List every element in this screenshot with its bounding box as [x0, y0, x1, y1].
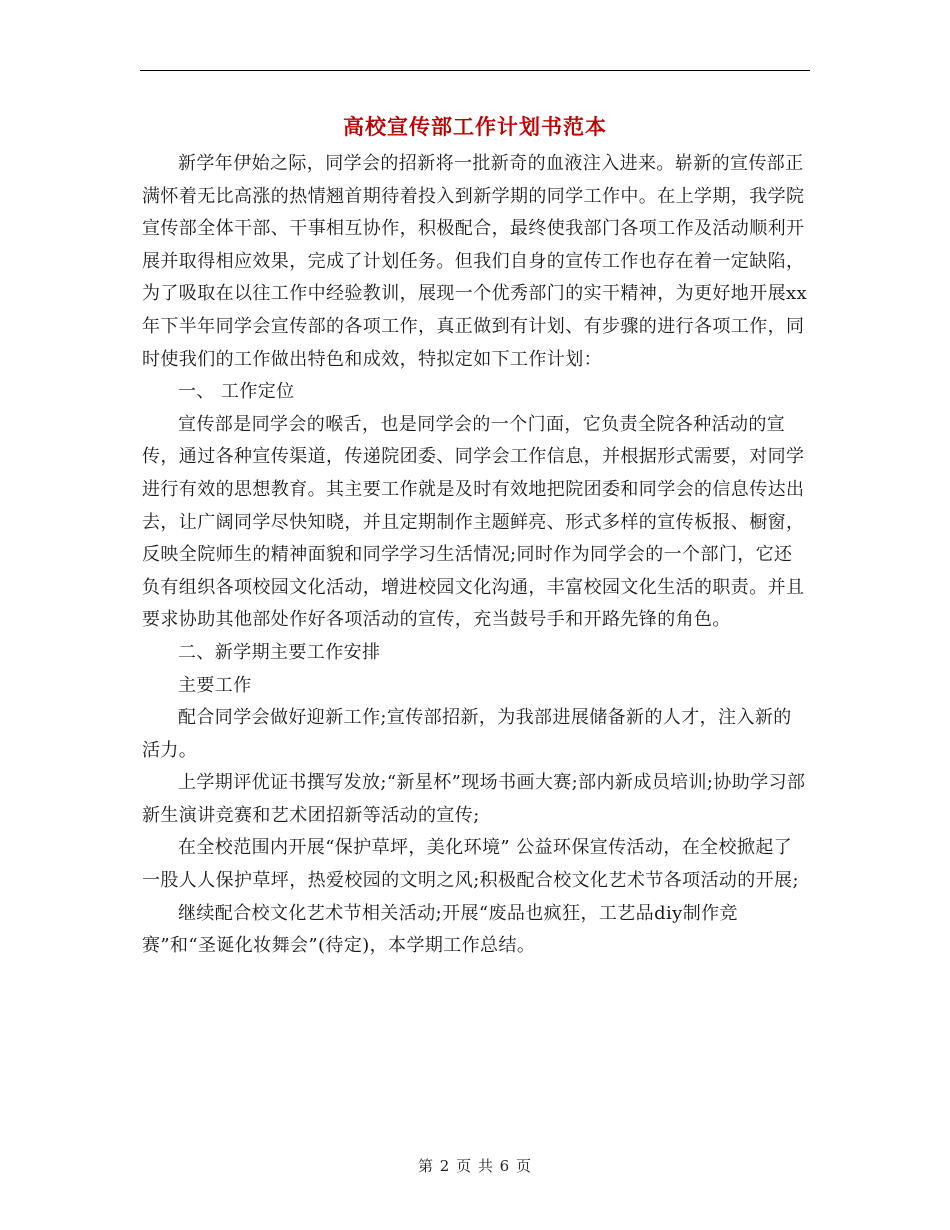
section-heading-positioning: 一、 工作定位 — [178, 381, 295, 403]
header-rule — [140, 70, 810, 71]
section-heading-arrangements: 二、新学期主要工作安排 — [178, 641, 381, 663]
paragraph-work-item-2: 上学期评优证书撰写发放;“新星杯”现场书画大赛;部内新成员培训;协助学习部新生演讲竞赛和艺术团招新等活动的宣传; — [142, 772, 806, 826]
document-title: 高校宣传部工作计划书范本 — [343, 114, 607, 139]
subheading-main-work: 主要工作 — [178, 674, 252, 696]
page-number: 第 2 页 共 6 页 — [418, 1157, 532, 1175]
paragraph-positioning: 宣传部是同学会的喉舌，也是同学会的一个门面，它负责全院各种活动的宣传，通过各种宣传渠道，传递院团委、同学会工作信息，并根据形式需要，对同学进行有效的思想教育。其主要工作就是及时有效地把院团委和同学会的信息传达出去，让广阔同学尽快知晓，并且定期制作主题鲜亮、形式多样的宣传板报、橱窗，反映全院师生的精神面貌和同学学习生活情况;同时作为同学会的一个部门，它还负有组织各项校园文化活动，增进校园文化沟通，丰富校园文化生活的职责。并且要求协助其他部处作好各项活动的宣传，充当鼓号手和开路先锋的角色。 — [142, 413, 805, 631]
paragraph-intro: 新学年伊始之际，同学会的招新将一批新奇的血液注入进来。崭新的宣传部正满怀着无比高涨的热情翘首期待着投入到新学期的同学工作中。在上学期，我学院宣传部全体干部、干事相互协作，积极配合，最终使我部门各项工作及活动顺利开展并取得相应效果，完成了计划任务。但我们自身的宣传工作也存在着一定缺陷，为了吸取在以往工作中经验教训，展现一个优秀部门的实干精神，为更好地开展xx年下半年同学会宣传部的各项工作，真正做到有计划、有步骤的进行各项工作，同时使我们的工作做出特色和成效，特拟定如下工作计划： — [142, 153, 808, 370]
paragraph-work-item-4: 继续配合校文化艺术节相关活动;开展“废品也疯狂，工艺品diy制作竞赛”和“圣诞化妆舞会”(待定)，本学期工作总结。 — [142, 902, 738, 957]
document-body — [142, 148, 810, 963]
paragraph-work-item-1: 配合同学会做好迎新工作;宣传部招新，为我部进展储备新的人才，注入新的活力。 — [142, 707, 792, 761]
paragraph-work-item-3: 在全校范围内开展“保护草坪，美化环境” 公益环保宣传活动，在全校掀起了一股人人保护草坪，热爱校园的文明之风;积极配合校文化艺术节各项活动的开展; — [142, 837, 799, 892]
